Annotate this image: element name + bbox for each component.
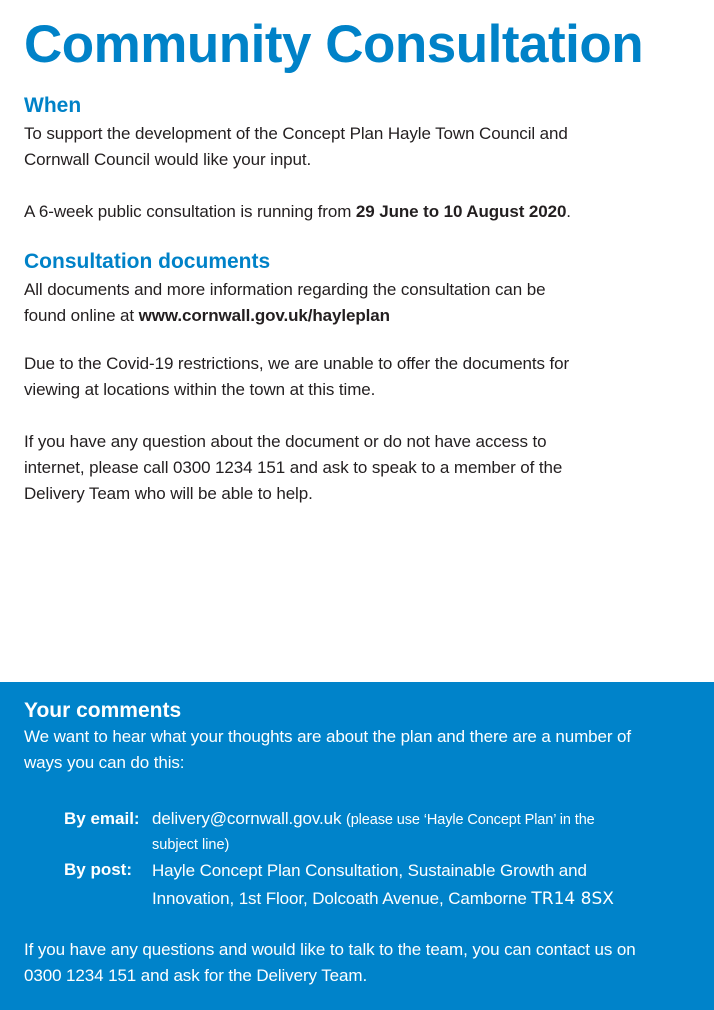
text-line	[24, 303, 690, 329]
text-line: If you have any questions and would like to talk to the team, you can contact us on	[24, 940, 636, 959]
text-segment: .	[566, 202, 571, 221]
consultation-dates-line	[24, 199, 690, 225]
email-note-line: subject line)	[152, 837, 230, 853]
text-line: All documents and more information regarding the consultation can be	[24, 280, 546, 299]
email-note-segment: (please use ‘Hayle Concept Plan’ in the	[345, 812, 595, 828]
text-line: Due to the Covid-19 restrictions, we are unable to offer the documents for	[24, 354, 570, 373]
consultation-url-link[interactable]: www.cornwall.gov.uk/hayleplan	[138, 306, 390, 325]
post-label: By post:	[64, 860, 132, 879]
text-line: ways you can do this:	[24, 753, 185, 772]
page-title: Community Consultation	[24, 15, 644, 74]
text-segment: A 6-week public consultation is running from	[24, 202, 356, 221]
email-address-link[interactable]: delivery@cornwall.gov.uk	[152, 809, 342, 828]
text-segment: found online at	[24, 306, 139, 325]
text-line: We want to hear what your thoughts are about the plan and there are a number of	[24, 727, 632, 746]
section-heading-your-comments: Your comments	[24, 699, 182, 722]
text-line: viewing at locations within the town at this time.	[24, 380, 376, 399]
consultation-dates: 29 June to 10 August 2020	[355, 202, 567, 221]
postcode: TR14 8SX	[531, 889, 614, 909]
text-line: 0300 1234 151 and ask for the Delivery Team.	[24, 966, 368, 985]
text-line	[152, 806, 690, 833]
post-details	[152, 857, 690, 913]
text-line: Cornwall Council would like your input.	[24, 150, 312, 169]
comments-panel	[0, 682, 714, 1010]
contact-methods	[24, 806, 690, 913]
email-details	[152, 806, 690, 857]
text-line: If you have any question about the document or do not have access to	[24, 432, 547, 451]
text-segment: Innovation, 1st Floor, Dolcoath Avenue, Camborne	[152, 889, 532, 908]
email-label: By email:	[64, 809, 140, 828]
text-line	[152, 885, 690, 913]
text-line: internet, please call 0300 1234 151 and ask to speak to a member of the	[24, 458, 563, 477]
text-line: To support the development of the Concept Plan Hayle Town Council and	[24, 124, 568, 143]
section-heading-when: When	[24, 94, 82, 117]
section-heading-documents: Consultation documents	[24, 250, 271, 273]
text-line: Delivery Team who will be able to help.	[24, 484, 313, 503]
text-line: Hayle Concept Plan Consultation, Sustainable Growth and	[152, 861, 587, 880]
